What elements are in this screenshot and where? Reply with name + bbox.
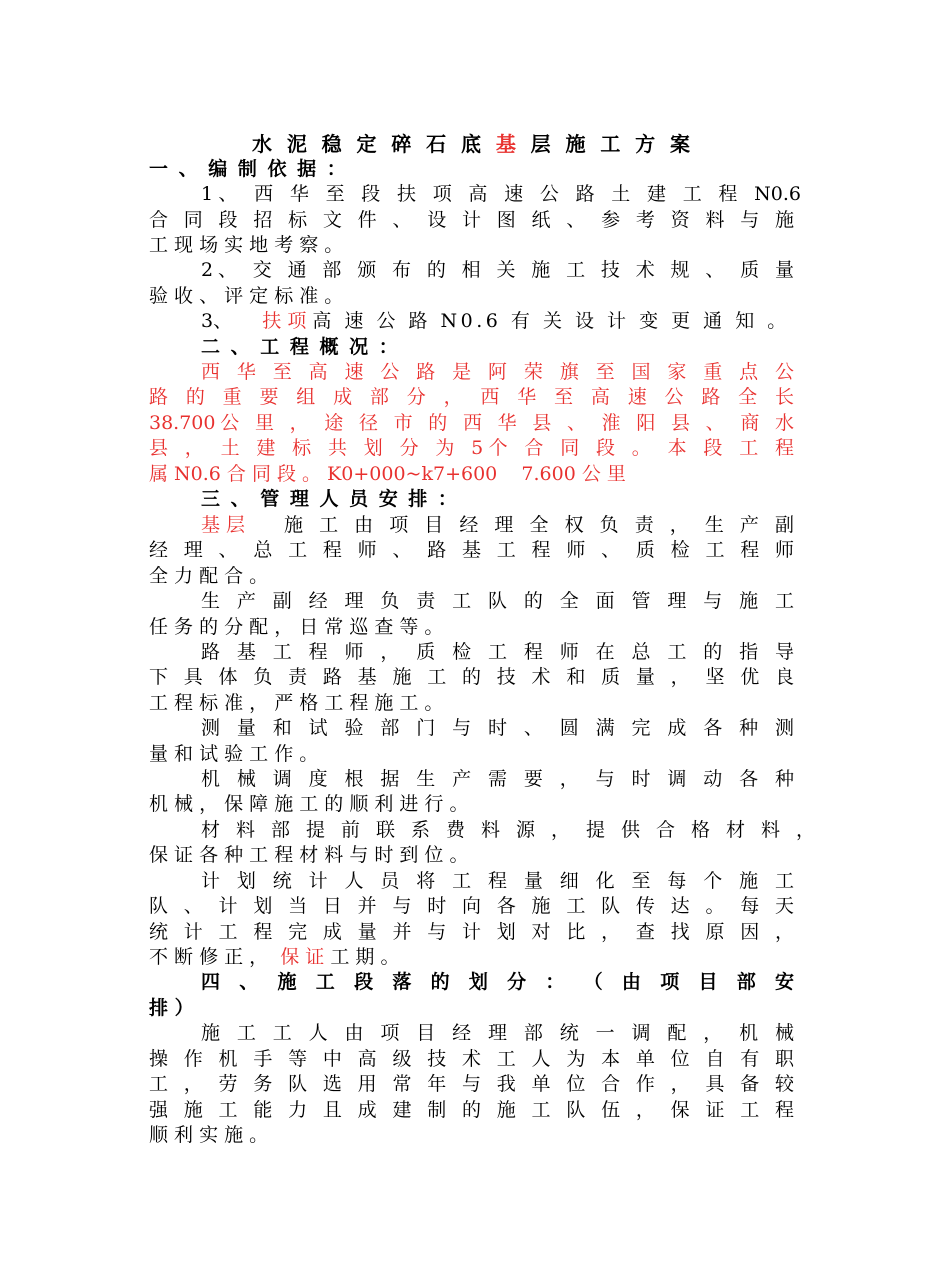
section-3-para-1-line-1 (201, 513, 794, 538)
section-3-para-3-line-3: 工 程 标 准 ， 严 格 工 程 施 工 。 (149, 692, 444, 714)
section-4-heading-line-2: 排 ） (149, 997, 194, 1019)
section-3-para-7-line-4 (149, 945, 399, 970)
para-text-end: 工 期 。 (330, 946, 400, 968)
section-1-heading: 一 、 编 制 依 据 ： (149, 158, 348, 180)
para-3-text: 高 速 公 路 N0.6 有 关 设 计 变 更 通 知 。 (312, 310, 790, 332)
section-1-para-1-line-1: 1、 西 华 至 段 扶 项 高 速 公 路 土 建 工 程 N0.6 (201, 183, 801, 205)
section-3-para-4-line-2: 量 和 试 验 工 作 。 (149, 743, 319, 765)
section-3-para-1-line-3: 全 力 配 合 。 (149, 565, 269, 587)
para-3-number: 3、 (201, 310, 233, 332)
section-3-heading: 三 、 管 理 人 员 安 排 ： (201, 488, 459, 510)
para-highlight-guarantee: 保 证 (280, 946, 325, 968)
section-4-line-4: 强 施 工 能 力 且 成 建 制 的 施 工 队 伍 ， 保 证 工 程 (149, 1099, 794, 1121)
section-1-para-1-line-2: 合 同 段 招 标 文 件 、 设 计 图 纸 、 参 考 资 料 与 施 (149, 209, 794, 231)
section-3-para-7-line-2: 队 、 计 划 当 日 并 与 时 向 各 施 工 队 传 达 。 每 天 (149, 895, 794, 917)
section-4-heading-line-1: 四 、 施 工 段 落 的 划 分 ： （ 由 项 目 部 安 (201, 971, 794, 993)
section-3-para-6-line-2: 保 证 各 种 工 程 材 料 与 时 到 位 。 (149, 844, 469, 866)
section-3-para-6-line-1: 材 料 部 提 前 联 系 费 料 源 ， 提 供 合 格 材 料 ， (201, 819, 815, 841)
section-4-line-2: 操 作 机 手 等 中 高 级 技 术 工 人 为 本 单 位 自 有 职 (149, 1048, 794, 1070)
title-highlight: 基 (495, 132, 520, 156)
section-3-para-3-line-1: 路 基 工 程 师 ， 质 检 工 程 师 在 总 工 的 指 导 (201, 641, 794, 663)
section-4-line-5: 顺 利 实 施 。 (149, 1124, 269, 1146)
section-3-para-1-line-2: 经 理 、 总 工 程 师 、 路 基 工 程 师 、 质 检 工 程 师 (149, 539, 794, 561)
section-4-line-1: 施 工 工 人 由 项 目 经 理 部 统 一 调 配 ， 机 械 (201, 1022, 794, 1044)
section-2-line-4: 县 ， 土 建 标 共 划 分 为 5个 合 同 段 。 本 段 工 程 (149, 437, 794, 459)
section-1-para-2-line-1: 2、 交 通 部 颁 布 的 相 关 施 工 技 术 规 、 质 量 (201, 259, 794, 281)
document-title (252, 131, 690, 157)
section-2-line-1: 西 华 至 高 速 公 路 是 阿 荣 旗 至 国 家 重 点 公 (201, 361, 794, 383)
para-highlight-base-layer: 基 层 (201, 514, 246, 536)
section-4-line-3: 工 ， 劳 务 队 选 用 常 年 与 我 单 位 合 作 ， 具 备 较 (149, 1073, 794, 1095)
title-text: 水 泥 稳 定 碎 石 底 (252, 132, 496, 156)
section-3-para-2-line-2: 任 务 的 分 配 ， 日 常 巡 查 等 。 (149, 616, 444, 638)
section-2-line-3: 38.700公 里 ， 途 径 市 的 西 华 县 、 淮 阳 县 、 商 水 (149, 412, 794, 434)
section-1-para-3 (201, 309, 790, 334)
section-2-line-2: 路 的 重 要 组 成 部 分 ， 西 华 至 高 速 公 路 全 长 (149, 386, 794, 408)
section-1-para-1-line-3: 工 现 场 实 地 考 察 。 (149, 234, 344, 256)
section-3-para-5-line-2: 机 械 ， 保 障 施 工 的 顺 利 进 行 。 (149, 793, 469, 815)
section-3-para-2-line-1: 生 产 副 经 理 负 责 工 队 的 全 面 管 理 与 施 工 (201, 590, 794, 612)
title-text-end: 层 施 工 方 案 (519, 132, 690, 156)
section-3-para-7-line-1: 计 划 统 计 人 员 将 工 程 量 细 化 至 每 个 施 工 (201, 870, 794, 892)
section-2-line-5: 属 N0.6 合 同 段 。 K0+000~k7+600 7.600 公 里 (149, 463, 626, 485)
section-3-para-5-line-1: 机 械 调 度 根 据 生 产 需 要 ， 与 时 调 动 各 种 (201, 768, 794, 790)
section-3-para-4-line-1: 测 量 和 试 验 部 门 与 时 、 圆 满 完 成 各 种 测 (201, 717, 794, 739)
section-1-para-2-line-2: 验 收 、 评 定 标 准 。 (149, 285, 344, 307)
section-3-para-3-line-2: 下 具 体 负 责 路 基 施 工 的 技 术 和 质 量 ， 坚 优 良 (149, 666, 794, 688)
section-3-para-7-line-3: 统 计 工 程 完 成 量 并 与 计 划 对 比 ， 查 找 原 因 ， (149, 921, 794, 943)
para-text: 施 工 由 项 目 经 理 全 权 负 责 ， 生 产 副 (284, 514, 794, 536)
section-2-heading: 二 、 工 程 概 况 ： (201, 336, 400, 358)
para-text: 不 断 修 正 ， (149, 946, 269, 968)
para-3-highlight: 扶 项 (262, 310, 307, 332)
